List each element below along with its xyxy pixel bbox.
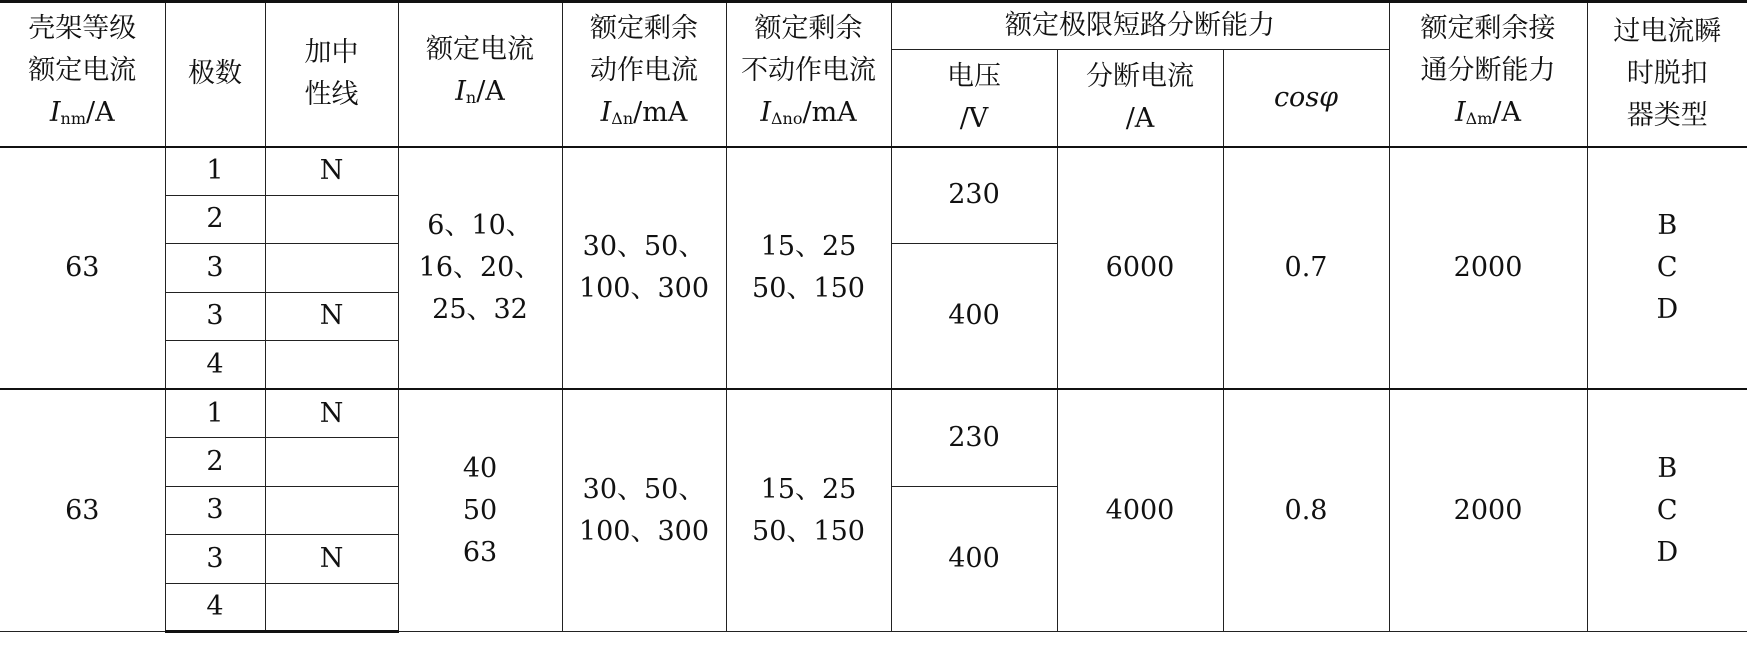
header-neutral: 加中 性线 xyxy=(265,2,398,147)
voltage-cell: 230 xyxy=(891,147,1057,244)
header-residual-non-operating: 额定剩余 不动作电流 $I_{\Delta no}/mA$ xyxy=(726,2,891,147)
voltage-cell: 230 xyxy=(891,389,1057,486)
poles-cell: 3 xyxy=(165,292,265,341)
header-frame-rating: 壳架等级 额定电流 $I_{nm}/A$ xyxy=(0,2,165,147)
residual-non-operating-cell: 15、25 50、150 xyxy=(726,147,891,390)
neutral-cell xyxy=(265,195,398,244)
neutral-cell xyxy=(265,486,398,535)
neutral-cell xyxy=(265,341,398,390)
residual-making-cell: 2000 xyxy=(1389,147,1587,390)
table-row xyxy=(0,147,1747,196)
voltage-cell: 400 xyxy=(891,486,1057,632)
header-breaking-capacity: 额定极限短路分断能力 xyxy=(891,2,1389,50)
header-trip-type: 过电流瞬 时脱扣 器类型 xyxy=(1587,2,1747,147)
residual-operating-cell: 30、50、 100、300 xyxy=(562,389,726,632)
poles-cell: 1 xyxy=(165,147,265,196)
trip-type-cell: B C D xyxy=(1587,389,1747,632)
residual-making-cell: 2000 xyxy=(1389,389,1587,632)
frame-rating-cell: 63 xyxy=(0,389,165,632)
poles-cell: 2 xyxy=(165,438,265,487)
cos-phi-cell: 0.8 xyxy=(1223,389,1389,632)
breaking-current-cell: 4000 xyxy=(1057,389,1223,632)
header-rated-current: 额定电流 $I_n/A$ xyxy=(398,2,562,147)
poles-cell: 1 xyxy=(165,389,265,438)
header-residual-operating: 额定剩余 动作电流 $I_{\Delta n}/mA$ xyxy=(562,2,726,147)
trip-type-cell: B C D xyxy=(1587,147,1747,390)
neutral-cell xyxy=(265,244,398,293)
residual-non-operating-cell: 15、25 50、150 xyxy=(726,389,891,632)
neutral-cell: N xyxy=(265,292,398,341)
neutral-cell: N xyxy=(265,147,398,196)
neutral-cell: N xyxy=(265,389,398,438)
poles-cell: 3 xyxy=(165,535,265,584)
poles-cell: 4 xyxy=(165,341,265,390)
voltage-cell: 400 xyxy=(891,244,1057,390)
header-voltage: 电压 /V xyxy=(891,50,1057,147)
poles-cell: 3 xyxy=(165,486,265,535)
header-cos-phi: cosφ xyxy=(1223,50,1389,147)
neutral-cell xyxy=(265,583,398,632)
table-row xyxy=(0,389,1747,438)
breaking-current-cell: 6000 xyxy=(1057,147,1223,390)
rated-current-cell: 6、10、 16、20、 25、32 xyxy=(398,147,562,390)
neutral-cell: N xyxy=(265,535,398,584)
poles-cell: 4 xyxy=(165,583,265,632)
poles-cell: 3 xyxy=(165,244,265,293)
neutral-cell xyxy=(265,438,398,487)
cos-phi-cell: 0.7 xyxy=(1223,147,1389,390)
rated-current-cell: 40 50 63 xyxy=(398,389,562,632)
residual-operating-cell: 30、50、 100、300 xyxy=(562,147,726,390)
header-poles: 极数 xyxy=(165,2,265,147)
header-row-1 xyxy=(0,2,1747,50)
frame-rating-cell: 63 xyxy=(0,147,165,390)
header-breaking-current: 分断电流 /A xyxy=(1057,50,1223,147)
poles-cell: 2 xyxy=(165,195,265,244)
header-residual-making: 额定剩余接 通分断能力 $I_{\Delta m}/A$ xyxy=(1389,2,1587,147)
